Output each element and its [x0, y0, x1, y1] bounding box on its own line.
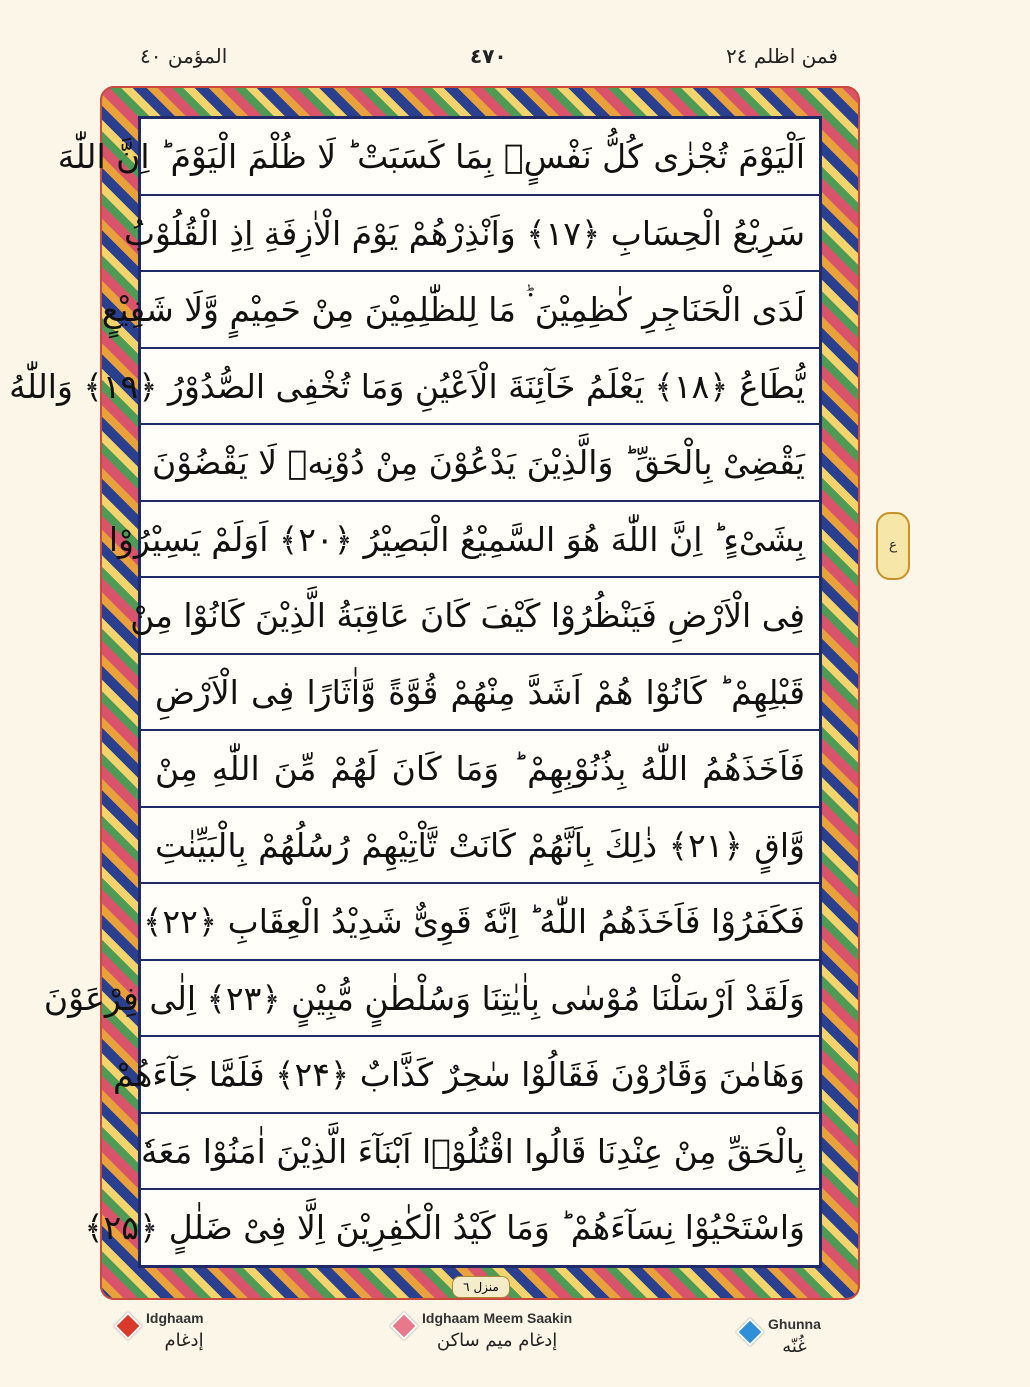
- quran-text-area: [9, 116, 822, 1268]
- text-line: بِالْحَقِّ مِنْ عِنْدِنَا قَالُوا اقْتُلُوْۤا اَبْنَآءَ الَّذِيْنَ اٰمَنُوْا مَعَهٗ: [141, 1114, 819, 1191]
- text-line: وَهَامٰنَ وَقَارُوْنَ فَقَالُوْا سٰحِرٌ كَذَّابٌ ﴿۲۴﴾ فَلَمَّا جَآءَهُمْ: [141, 1037, 819, 1114]
- legend-label-en: Idghaam Meem Saakin: [422, 1310, 573, 1326]
- red-diamond-icon: [114, 1312, 142, 1340]
- legend-label-en: Ghunna: [768, 1316, 821, 1332]
- text-line: يَقْضِىْ بِالْحَقِّ ؕ وَالَّذِيْنَ يَدْعُوْنَ مِنْ دُوْنِهٖ لَا يَقْضُوْنَ: [141, 425, 819, 502]
- text-line: بِشَىْءٍ ؕ اِنَّ اللّٰهَ هُوَ السَّمِيْعُ الْبَصِيْرُ ﴿۲۰﴾ اَوَلَمْ يَسِيْرُوْا: [141, 502, 819, 579]
- text-line: فِى الْاَرْضِ فَيَنْظُرُوْا كَيْفَ كَانَ عَاقِبَةُ الَّذِيْنَ كَانُوْا مِنْ: [141, 578, 819, 655]
- text-line: وَّاقٍ ﴿۲۱﴾ ذٰلِكَ بِاَنَّهُمْ كَانَتْ تَّاْتِيْهِمْ رُسُلُهُمْ بِالْبَيِّنٰتِ: [141, 808, 819, 885]
- text-line: يُّطَاعُ ﴿۱۸﴾ يَعْلَمُ خَآئِنَةَ الْاَعْيُنِ وَمَا تُخْفِى الصُّدُوْرُ ﴿۱۹﴾ وَاللّٰهُ: [141, 349, 819, 426]
- surah-name-header: المؤمن ٤٠: [140, 44, 228, 68]
- legend-label-ar: غُنّه: [782, 1336, 807, 1357]
- text-line: سَرِيْعُ الْحِسَابِ ﴿۱۷﴾ وَاَنْذِرْهُمْ يَوْمَ الْاٰزِفَةِ اِذِ الْقُلُوْبُ: [141, 196, 819, 273]
- manzil-marker: منزل ٦: [452, 1276, 510, 1298]
- text-line: وَلَقَدْ اَرْسَلْنَا مُوْسٰى بِاٰيٰتِنَا وَسُلْطٰنٍ مُّبِيْنٍ ﴿۲۳﴾ اِلٰى فِرْعَوْنَ: [141, 961, 819, 1038]
- page-number: ٤٧٠: [470, 44, 507, 68]
- text-line: فَكَفَرُوْا فَاَخَذَهُمُ اللّٰهُ ؕ اِنَّهٗ قَوِىٌّ شَدِيْدُ الْعِقَابِ ﴿۲۲﴾: [141, 884, 819, 961]
- text-line: لَدَى الْحَنَاجِرِ كٰظِمِيْنَ ۬ؕ مَا لِلظّٰلِمِيْنَ مِنْ حَمِيْمٍ وَّلَا شَفِيْعٍ: [141, 272, 819, 349]
- text-line: اَلْيَوْمَ تُجْزٰى كُلُّ نَفْسٍۭ بِمَا كَسَبَتْ ؕ لَا ظُلْمَ الْيَوْمَ ؕ اِنَّ اللّٰهَ: [141, 119, 819, 196]
- legend-idghaam: [118, 1310, 204, 1351]
- legend-label-en: Idghaam: [146, 1310, 204, 1326]
- legend-ghunna: [740, 1316, 821, 1357]
- legend-idghaam-meem-saakin: [394, 1310, 572, 1351]
- legend-label-ar: إدغام ميم ساكن: [436, 1330, 558, 1351]
- juz-name-header: فمن اظلم ٢٤: [726, 44, 838, 68]
- text-line: وَاسْتَحْيُوْا نِسَآءَهُمْ ؕ وَمَا كَيْدُ الْكٰفِرِيْنَ اِلَّا فِىْ ضَلٰلٍ ﴿۲۵﴾: [84, 1208, 805, 1247]
- pink-diamond-icon: [390, 1312, 418, 1340]
- text-line: فَاَخَذَهُمُ اللّٰهُ بِذُنُوْبِهِمْ ؕ وَمَا كَانَ لَهُمْ مِّنَ اللّٰهِ مِنْ: [141, 731, 819, 808]
- legend-label-ar: إدغام: [164, 1330, 204, 1351]
- text-line: قَبْلِهِمْ ؕ كَانُوْا هُمْ اَشَدَّ مِنْهُمْ قُوَّةً وَّاٰثَارًا فِى الْاَرْضِ: [141, 655, 819, 732]
- ruku-marker: ع: [876, 512, 910, 580]
- blue-diamond-icon: [736, 1318, 764, 1346]
